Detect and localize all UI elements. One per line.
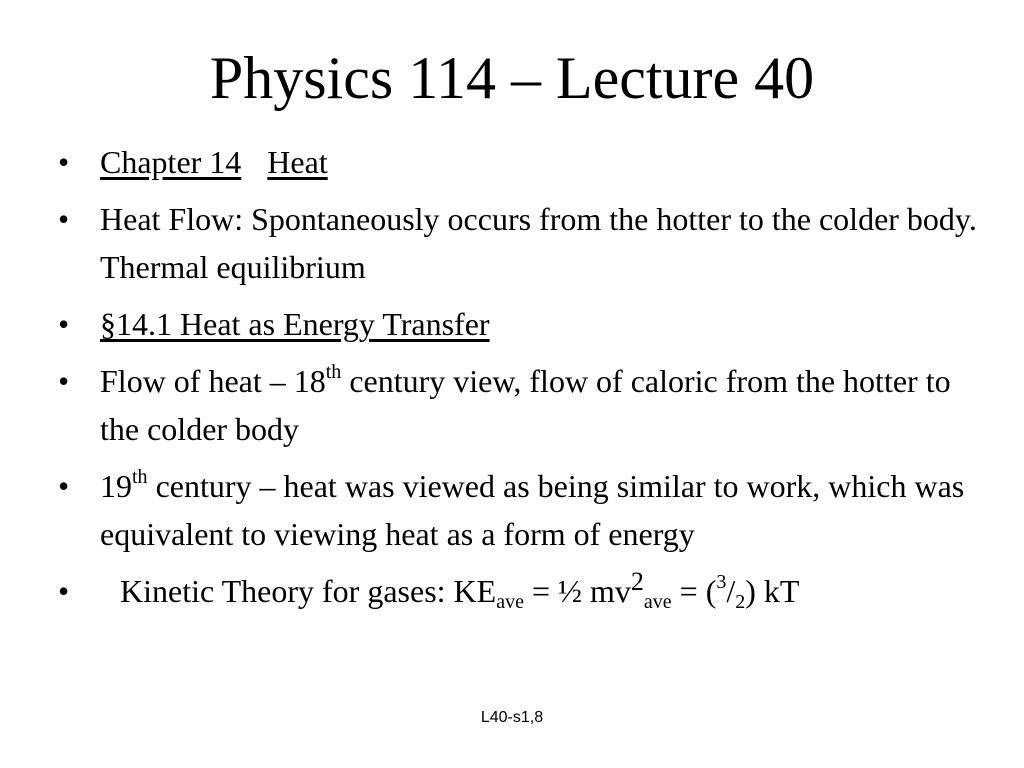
19th-century-sup: th <box>132 466 148 488</box>
bullet-18th-century <box>58 357 978 453</box>
18th-century-pre: Flow of heat – 18 <box>100 363 326 399</box>
slide-title: Physics 114 – Lecture 40 <box>209 45 815 111</box>
section-heading: §14.1 Heat as Energy Transfer <box>100 306 490 342</box>
fraction-denominator: 2 <box>735 591 746 613</box>
kinetic-eq2: = ( <box>671 573 717 609</box>
kinetic-label: Kinetic Theory for gases: KE <box>120 573 497 609</box>
fraction-numerator: 3 <box>716 571 727 593</box>
bullet-heat-flow <box>58 195 978 291</box>
bullet-section-14-1 <box>58 300 978 348</box>
kinetic-eq1: = ½ mv <box>523 573 631 609</box>
heat-flow-text: Heat Flow: Spontaneously occurs from the hotter to the colder body. Thermal equilibrium <box>100 201 977 285</box>
v-subscript: ave <box>643 591 672 613</box>
bullet-icon: • <box>58 306 70 342</box>
bullet-icon: • <box>58 144 70 180</box>
kinetic-tail: ) kT <box>745 573 800 609</box>
18th-century-sup: th <box>325 361 342 383</box>
bullet-icon: • <box>58 573 70 609</box>
bullet-19th-century <box>58 462 978 558</box>
18th-century-post: century view, flow of caloric from the hotter to the colder body <box>100 363 951 447</box>
bullet-chapter <box>58 138 978 186</box>
bullet-list <box>58 138 978 624</box>
bullet-kinetic-theory <box>58 567 978 615</box>
slide-footer: L40-s1,8 <box>480 709 544 726</box>
v-squared: 2 <box>630 567 644 596</box>
fraction-slash: / <box>726 573 736 609</box>
chapter-topic: Heat <box>267 144 328 180</box>
19th-century-post: century – heat was viewed as being similar to work, which was equivalent to viewing heat as a form of energy <box>100 468 965 552</box>
19th-century-pre: 19 <box>100 468 132 504</box>
bullet-icon: • <box>58 363 70 399</box>
ke-subscript: ave <box>496 591 524 613</box>
chapter-label: Chapter 14 <box>100 144 242 180</box>
bullet-icon: • <box>58 468 70 504</box>
bullet-icon: • <box>58 201 70 237</box>
